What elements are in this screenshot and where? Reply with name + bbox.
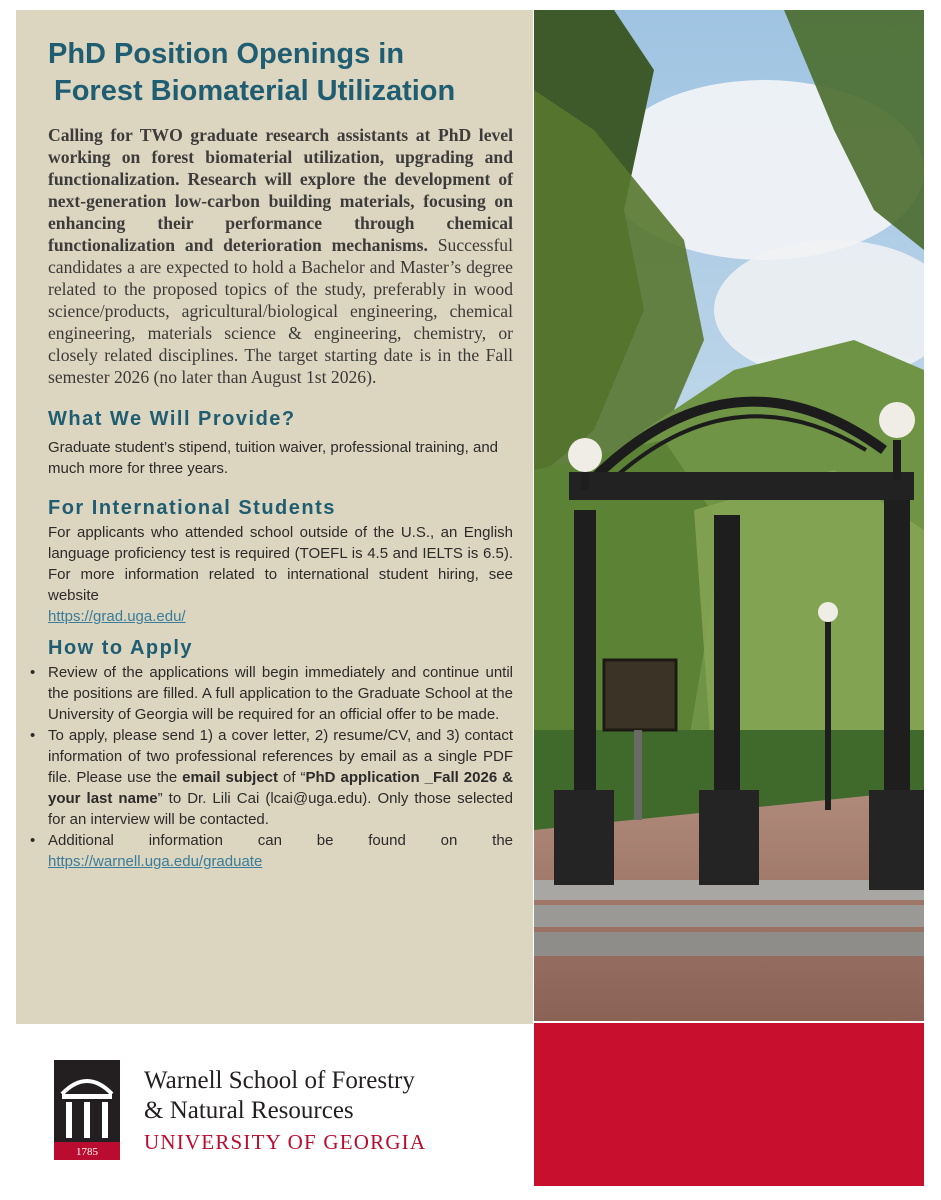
provide-heading: What We Will Provide? [48,408,296,430]
logo-wordmark [144,1066,544,1156]
logo-university: UNIVERSITY OF GEORGIA [144,1130,427,1154]
intro-bold-text: Calling for TWO graduate research assistants at PhD level working on forest biomaterial utilization, upgrading and functionalization. Research will explore the development of next-generation low-carbon building materials, focusing on enhancing their performance through chemical functionalization and deterioration mechanisms. [48,125,513,255]
apply-bullet-additional [28,830,513,872]
flyer-content [48,36,513,872]
apply-send-text-2: of “ [278,769,306,786]
title-line-1: PhD Position Openings in [48,38,405,70]
logo-school-name-2: & Natural Resources [144,1097,354,1124]
international-heading: For International Students [48,497,336,519]
warnell-graduate-link[interactable]: https://warnell.uga.edu/graduate [48,853,263,870]
arch-logo-icon [54,1060,120,1160]
apply-bullet-review [28,662,513,725]
title-line-2: Forest Biomaterial Utilization [54,75,456,107]
apply-email-subject-label: email subject [182,769,279,786]
apply-list [28,662,513,872]
page-title [48,36,513,110]
intro-regular-text: Successful candidates a are expected to hold a Bachelor and Master’s degree related to the proposed topics of the study, preferably in wood science/products, agricultural/biological engineering, chemical engineering, materials science & engineering, chemistry, or closely related disciplines. The target starting date is in the Fall semester 2026 (no later than August 1st 2026). [48,235,513,387]
grad-uga-link[interactable]: https://grad.uga.edu/ [48,608,186,625]
international-text [48,522,513,627]
apply-bullet-send [28,725,513,830]
apply-additional-text: • Additional information can be found on the [48,832,513,849]
apply-email-subject-value: PhD application _Fall 2026 & your last name [48,769,513,807]
uga-red-block [534,1023,924,1186]
apply-heading: How to Apply [48,637,194,659]
arch-photo [534,10,924,1021]
intro-paragraph [48,124,513,388]
provide-text: Graduate student’s stipend, tuition waiver, professional training, and much more for three years. [48,439,498,477]
international-body: For applicants who attended school outside of the U.S., an English language proficiency test is required (TOEFL is 4.5 and IELTS is 6.5). For more information related to international student hiring, see website [48,524,513,604]
apply-bullet-review-text: Review of the applications will begin immediately and continue until the positions are filled. A full application to the Graduate School at the University of Georgia will be required for an official offer to be made. [48,664,513,723]
apply-send-text-1: To apply, please send 1) a cover letter, 2) resume/CV, and 3) contact information of two professional references by email as a single PDF file. Please use the [48,727,513,786]
logo-year: 1785 [76,1146,98,1158]
logo-school-name: Warnell School of Forestry [144,1067,415,1094]
apply-send-text-3: ” to Dr. Lili Cai (lcai@uga.edu). Only those selected for an interview will be contacted. [48,790,513,828]
